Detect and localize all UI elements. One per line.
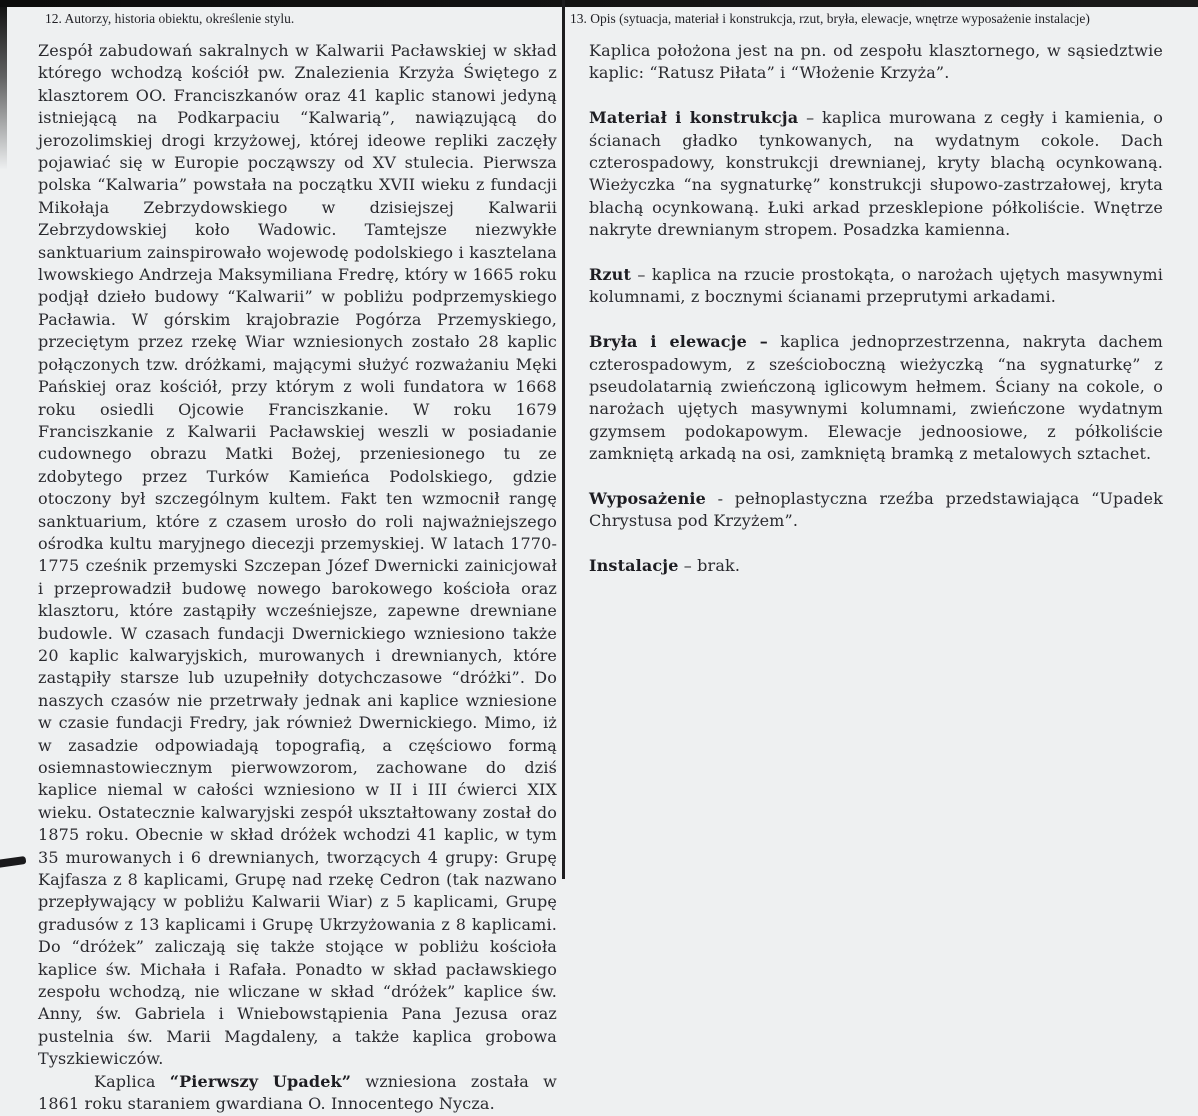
bold-text-run: Instalacje bbox=[589, 556, 679, 576]
text-run: wzniesiona została w 1861 roku staraniem gwardiana O. Innocentego Nycza. bbox=[38, 1071, 557, 1114]
section-13-body bbox=[589, 40, 1163, 600]
paragraph bbox=[589, 107, 1163, 241]
paragraph bbox=[589, 488, 1163, 533]
scan-corner-blot bbox=[0, 856, 26, 868]
bold-text-run: Bryła i elewacje – bbox=[589, 332, 768, 352]
bold-text-run: Wyposażenie bbox=[589, 489, 706, 509]
text-run: Kaplica bbox=[94, 1071, 170, 1091]
text-run: Kaplica położona jest na pn. od zespołu klasztornego, w sąsiedztwie kaplic: “Ratusz Piłata” i “Włożenie Krzyża”. bbox=[589, 41, 1163, 83]
paragraph bbox=[38, 40, 557, 1071]
text-run: – kaplica na rzucie prostokąta, o narożach ujętych masywnymi kolumnami, z bocznymi ścianami przeprutymi arkadami. bbox=[589, 265, 1163, 307]
section-12-body bbox=[38, 40, 557, 1116]
bold-text-run: Materiał i konstrukcja bbox=[589, 108, 799, 128]
bold-text-run: “Pierwszy Upadek” bbox=[169, 1071, 352, 1091]
paragraph bbox=[589, 264, 1163, 309]
text-run: kaplica jednoprzestrzenna, nakryta dachem czterospadowym, z sześcioboczną wieżyczką “na sygnaturkę” z pseudolatarnią zwieńczoną iglicowym hełmem. Ściany na cokole, o narożach ujętych masywnymi kolumnami, zwieńczone wydatnym gzymsem podokapowym. Elewacje jednoosiowe, z półkoliście zamkniętą arkadą na osi, zamkniętą bramką z metalowych sztachet. bbox=[589, 332, 1163, 464]
paragraph bbox=[589, 331, 1163, 465]
scan-top-edge bbox=[0, 0, 1198, 7]
section-13-header: 13. Opis (sytuacja, materiał i konstrukcja, rzut, bryła, elewacje, wnętrze wyposażenie instalacje) bbox=[570, 11, 1090, 26]
text-run: - pełnoplastyczna rzeźba przedstawiająca “Upadek Chrystusa pod Krzyżem”. bbox=[589, 489, 1163, 531]
bold-text-run: Rzut bbox=[589, 265, 632, 285]
scan-left-edge bbox=[0, 0, 7, 170]
paragraph bbox=[589, 555, 1163, 577]
paragraph bbox=[38, 1071, 557, 1116]
column-divider bbox=[562, 0, 565, 879]
text-run: – brak. bbox=[678, 556, 741, 576]
section-12-header: 12. Autorzy, historia obiektu, określenie stylu. bbox=[45, 11, 295, 26]
text-run: Zespół zabudowań sakralnych w Kalwarii Pacławskiej w skład którego wchodzą kościół pw. Znalezienia Krzyża Świętego z klasztorem OO. Franciszkanów oraz 41 kaplic stanowi jedyną istniejącą na Podkarpaciu “Kalwarią”, nawiązującą do jerozolimskiej drogi krzyżowej, której ideowe repliki zaczęły pojawiać się w Europie począwszy od XV stulecia. Pierwsza polska “Kalwaria” powstała na początku XVII wieku z fundacji Mikołaja Zebrzydowskiego w dzisiejszej Kalwarii Zebrzydowskiej koło Wadowic. Tamtejsze niezwykłe sanktuarium zainspirowało wojewodę podolskiego i kasztelana lwowskiego Andrzeja Maksymiliana Fredrę, który w 1665 roku podjął dzieło budowy “Kalwarii” w pobliżu podprzemyskiego Pacławia. W górskim krajobrazie Pogórza Przemyskiego, przeciętym przez rzekę Wiar wzniesionych zostało 28 kaplic połączonych tzw. dróżkami, mającymi służyć rozważaniu Męki Pańskiej oraz kościół, przy którym z woli fundatora w 1668 roku osiedli Ojcowie Franciszkanie. W roku 1679 Franciszkanie z Kalwarii Pacławskiej weszli w posiadanie cudownego obrazu Matki Bożej, przeniesionego tu ze zdobytego przez Turków Kamieńca Podolskiego, gdzie otoczony był szczególnym kultem. Fakt ten wzmocnił rangę sanktuarium, które z czasem urosło do roli najważniejszego ośrodka kultu maryjnego diecezji przemyskiej. W latach 1770-1775 cześnik przemyski Szczepan Józef Dwernicki zainicjował i przeprowadził budowę nowego barokowego kościoła oraz klasztoru, które zastąpiły wcześniejsze, zapewne drewniane budowle. W czasach fundacji Dwernickiego wzniesiono także 20 kaplic kalwaryjskich, murowanych i drewnianych, które zastąpiły starsze lub uzupełniły dotychczasowe “dróżki”. Do naszych czasów nie przetrwały jednak ani kaplice wzniesione w czasie fundacji Fredry, jak również Dwernickiego. Mimo, iż w zasadzie odpowiadają topografią, a częściowo formą osiemnastowiecznym pierwowzorom, zachowane do dziś kaplice niemal w całości wzniesiono w II i III ćwierci XIX wieku. Ostatecznie kalwaryjski zespół ukształtowany został do 1875 roku. Obecnie w skład dróżek wchodzi 41 kaplic, w tym 35 murowanych i 6 drewnianych, tworzących 4 grupy: Grupę Kajfasza z 8 kaplicami, Grupę nad rzekę Cedron (tak nazwano przepływający w pobliżu Kalwarii Wiar) z 5 kaplicami, Grupę gradusów z 13 kaplicami i Grupę Ukrzyżowania z 8 kaplicami. Do “dróżek” zaliczają się także stojące w pobliżu kościoła kaplice św. Michała i Rafała. Ponadto w skład pacławskiego zespołu wchodzą, nie wliczane w skład “dróżek” kaplice św. Anny, św. Gabriela i Wniebowstąpienia Pana Jezusa oraz pustelnia św. Marii Magdaleny, a także kaplica grobowa Tyszkiewiczów. bbox=[38, 41, 557, 1069]
paragraph bbox=[589, 40, 1163, 85]
text-run: – kaplica murowana z cegły i kamienia, o ścianach gładko tynkowanych, na wydatnym cokole. Dach czterospadowy, konstrukcji drewnianej, kryty blachą ocynkowaną. Wieżyczka “na sygnaturkę” konstrukcji słupowo-zastrzałowej, kryta blachą ocynkowaną. Łuki arkad przesklepione półkoliście. Wnętrze nakryte drewnianym stropem. Posadzka kamienna. bbox=[589, 108, 1163, 240]
